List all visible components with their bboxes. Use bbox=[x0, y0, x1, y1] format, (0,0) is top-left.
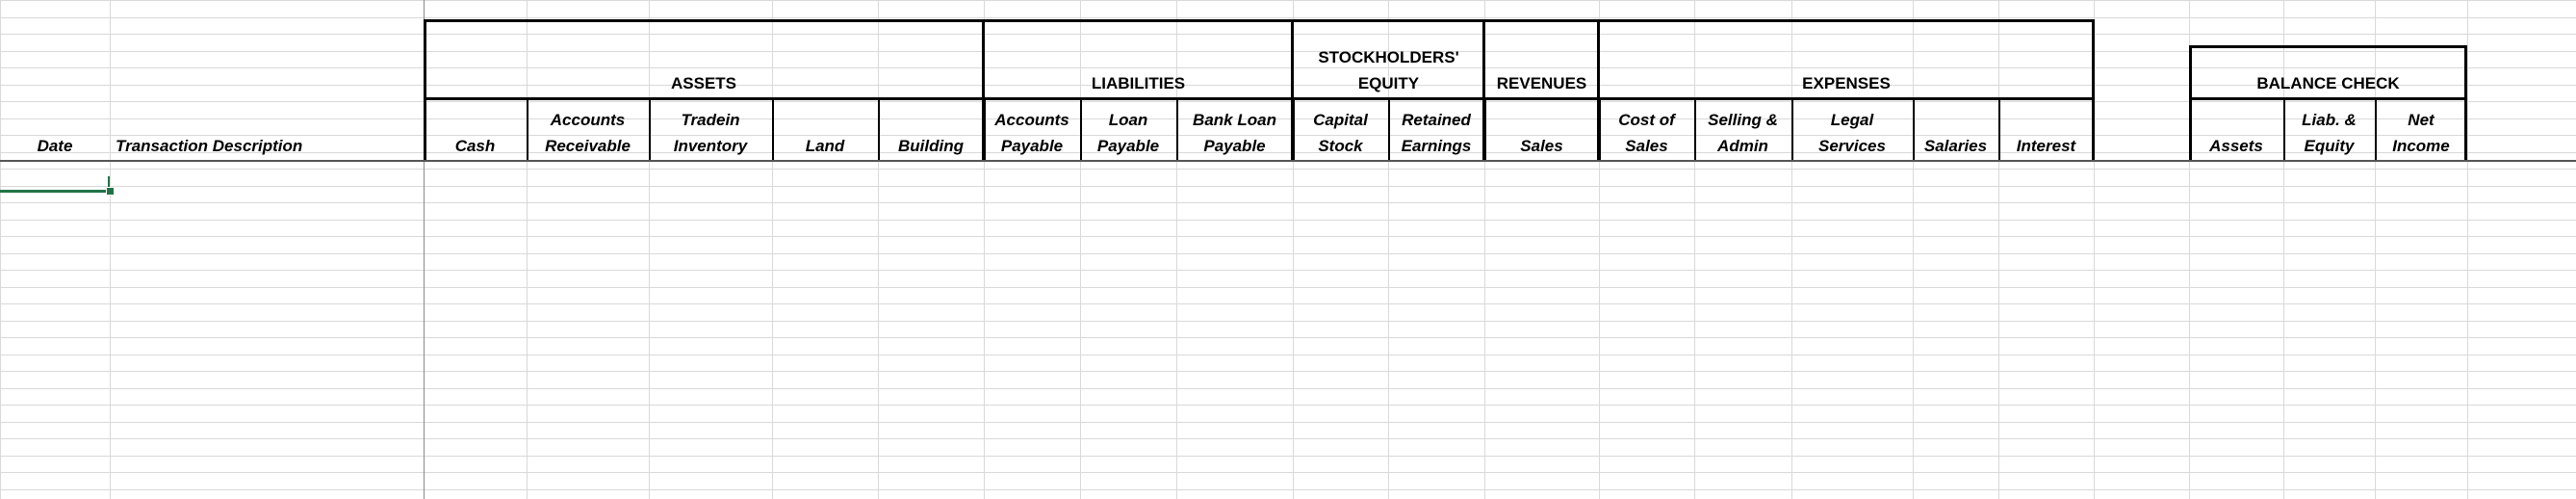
selected-cell[interactable] bbox=[0, 176, 110, 193]
grid-row-line bbox=[0, 169, 2576, 170]
grid-row-line bbox=[0, 456, 2576, 457]
grid-row-line bbox=[0, 220, 2576, 221]
grid-row-line bbox=[0, 422, 2576, 423]
column-header[interactable]: Cash bbox=[454, 137, 496, 155]
column-header[interactable]: Bank Loan Payable bbox=[1193, 111, 1276, 155]
grid-row-line bbox=[0, 17, 2576, 18]
grid-row-line bbox=[0, 337, 2576, 338]
column-header[interactable]: Salaries bbox=[1923, 137, 1988, 155]
grid-column-line bbox=[110, 0, 111, 499]
grid-row-line bbox=[0, 303, 2576, 304]
group-header-revenues: REVENUES bbox=[1496, 74, 1587, 92]
group-header-equity: STOCKHOLDERS' EQUITY bbox=[1318, 48, 1459, 92]
grid-row-line bbox=[0, 321, 2576, 322]
freeze-pane-horizontal bbox=[0, 160, 2576, 162]
column-header[interactable]: Land bbox=[805, 137, 845, 155]
grid-row-line bbox=[0, 236, 2576, 237]
column-header[interactable]: Assets bbox=[2209, 137, 2263, 155]
grid-row-line bbox=[0, 186, 2576, 187]
column-header[interactable]: Tradein Inventory bbox=[673, 111, 748, 155]
fill-handle[interactable] bbox=[106, 187, 115, 196]
column-header[interactable]: Accounts Payable bbox=[994, 111, 1069, 155]
column-header[interactable]: Retained Earnings bbox=[1401, 111, 1472, 155]
grid-row-line bbox=[0, 405, 2576, 406]
grid-column-line bbox=[0, 0, 1, 499]
grid-row-line bbox=[0, 472, 2576, 473]
grid-row-line bbox=[0, 489, 2576, 490]
grid-row-line bbox=[0, 371, 2576, 372]
grid-row-line bbox=[0, 0, 2576, 1]
column-header[interactable]: Interest bbox=[2016, 137, 2076, 155]
column-header[interactable]: Building bbox=[898, 137, 964, 155]
column-header[interactable]: Liab. & Equity bbox=[2302, 111, 2357, 155]
group-header-assets: ASSETS bbox=[670, 74, 737, 92]
grid-row-line bbox=[0, 202, 2576, 203]
grid-row-line bbox=[0, 270, 2576, 271]
grid-row-line bbox=[0, 438, 2576, 439]
group-header-liabilities: LIABILITIES bbox=[1091, 74, 1186, 92]
grid-row-line bbox=[0, 388, 2576, 389]
column-header[interactable]: Loan Payable bbox=[1096, 111, 1160, 155]
group-header-expenses: EXPENSES bbox=[1802, 74, 1891, 92]
column-header[interactable]: Net Income bbox=[2392, 111, 2450, 155]
column-header[interactable]: Accounts Receivable bbox=[545, 111, 631, 155]
grid-column-line bbox=[2467, 0, 2468, 499]
group-header-balance_check: BALANCE CHECK bbox=[2256, 74, 2400, 92]
column-header[interactable]: Cost of Sales bbox=[1618, 111, 1675, 155]
transaction-description-header[interactable]: Transaction Description bbox=[116, 137, 303, 155]
column-header[interactable]: Capital Stock bbox=[1313, 111, 1368, 155]
column-header[interactable]: Legal Services bbox=[1818, 111, 1886, 155]
grid-row-line bbox=[0, 253, 2576, 254]
grid-row-line bbox=[0, 287, 2576, 288]
date-header[interactable]: Date bbox=[37, 137, 73, 155]
column-header[interactable]: Selling & Admin bbox=[1708, 111, 1778, 155]
column-header[interactable]: Sales bbox=[1520, 137, 1563, 155]
